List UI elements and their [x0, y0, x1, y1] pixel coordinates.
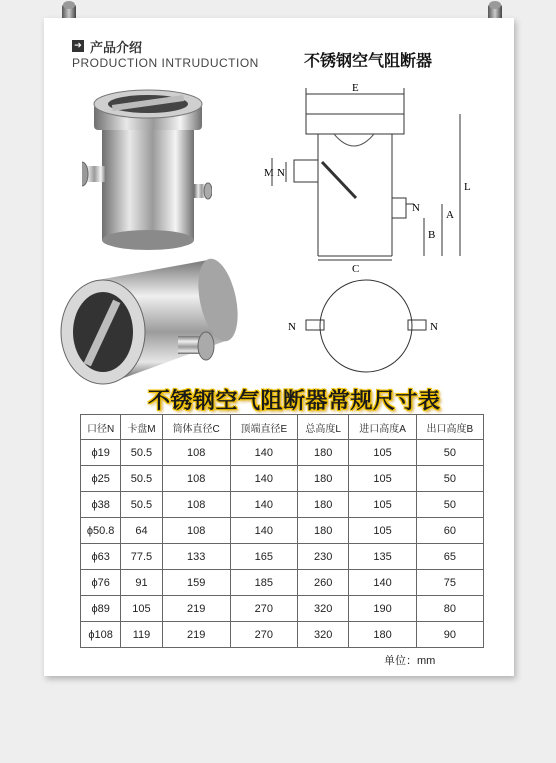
table-cell: 180 [297, 518, 349, 544]
product-poster [44, 18, 514, 676]
table-cell: 190 [349, 596, 416, 622]
table-cell: 108 [162, 466, 230, 492]
table-row [81, 466, 484, 492]
table-cell: 60 [416, 518, 483, 544]
label-a: A [446, 209, 454, 221]
table-cell: 140 [230, 518, 297, 544]
label-n-left: N [288, 321, 296, 333]
table-cell: 77.5 [121, 544, 162, 570]
col-header-total-height: 总高度L [297, 415, 349, 440]
col-header-caliber: 口径N [81, 415, 121, 440]
label-c: C [352, 263, 360, 275]
table-cell: ϕ50.8 [81, 518, 121, 544]
label-m: M [264, 167, 274, 179]
table-cell: 270 [230, 596, 297, 622]
table-cell: 65 [416, 544, 483, 570]
section-title-en: PRODUCTION INTRUDUCTION [72, 56, 259, 70]
product-title: 不锈钢空气阻断器 [304, 51, 433, 70]
label-e: E [352, 82, 359, 94]
table-cell: 140 [230, 466, 297, 492]
label-n-inlet: N [277, 167, 285, 179]
table-cell: 108 [162, 440, 230, 466]
table-cell: 180 [349, 622, 416, 648]
table-cell: 105 [349, 466, 416, 492]
table-row [81, 518, 484, 544]
table-cell: 133 [162, 544, 230, 570]
table-row [81, 622, 484, 648]
table-cell: 50 [416, 466, 483, 492]
table-cell: 119 [121, 622, 162, 648]
table-cell: 320 [297, 596, 349, 622]
table-cell: 140 [230, 440, 297, 466]
table-cell: ϕ19 [81, 440, 121, 466]
table-cell: 230 [297, 544, 349, 570]
table-cell: 320 [297, 622, 349, 648]
table-cell: ϕ108 [81, 622, 121, 648]
unit-label: 单位：mm [384, 655, 436, 667]
table-cell: 50 [416, 440, 483, 466]
table-cell: 105 [349, 440, 416, 466]
table-row [81, 492, 484, 518]
table-cell: 270 [230, 622, 297, 648]
table-cell: 105 [349, 518, 416, 544]
table-cell: 80 [416, 596, 483, 622]
table-header-row [81, 415, 484, 440]
table-cell: 50.5 [121, 440, 162, 466]
col-header-outlet-height: 出口高度B [416, 415, 483, 440]
arrow-right-icon: ➔ [72, 40, 84, 52]
table-cell: 105 [121, 596, 162, 622]
table-cell: 135 [349, 544, 416, 570]
table-cell: 180 [297, 492, 349, 518]
table-cell: 108 [162, 492, 230, 518]
table-cell: ϕ38 [81, 492, 121, 518]
product-photo-lying [58, 250, 238, 400]
table-cell: 91 [121, 570, 162, 596]
dimension-diagram-top [284, 276, 444, 376]
label-b: B [428, 229, 436, 241]
table-cell: 108 [162, 518, 230, 544]
table-cell: 50.5 [121, 492, 162, 518]
table-cell: 219 [162, 596, 230, 622]
table-cell: ϕ76 [81, 570, 121, 596]
table-cell: ϕ25 [81, 466, 121, 492]
table-cell: 219 [162, 622, 230, 648]
table-cell: 50 [416, 492, 483, 518]
table-row [81, 570, 484, 596]
label-l: L [464, 181, 471, 193]
table-cell: 159 [162, 570, 230, 596]
table-cell: 50.5 [121, 466, 162, 492]
table-cell: 180 [297, 440, 349, 466]
label-n-right: N [430, 321, 438, 333]
table-cell: 180 [297, 466, 349, 492]
table-cell: ϕ89 [81, 596, 121, 622]
product-photo-upright [82, 80, 212, 260]
table-cell: 105 [349, 492, 416, 518]
table-cell: 64 [121, 518, 162, 544]
col-header-inlet-height: 进口高度A [349, 415, 416, 440]
label-n-outlet: N [412, 202, 420, 214]
col-header-body-diameter: 筒体直径C [162, 415, 230, 440]
table-cell: 140 [230, 492, 297, 518]
table-row [81, 544, 484, 570]
table-cell: 140 [349, 570, 416, 596]
section-title-cn: 产品介绍 [90, 41, 143, 56]
table-cell: ϕ63 [81, 544, 121, 570]
table-row [81, 596, 484, 622]
table-cell: 165 [230, 544, 297, 570]
dimension-diagram-side [264, 78, 504, 278]
col-header-clamp: 卡盘M [121, 415, 162, 440]
table-title: 不锈钢空气阻断器常规尺寸表 [148, 389, 441, 414]
table-row [81, 440, 484, 466]
table-cell: 75 [416, 570, 483, 596]
table-cell: 260 [297, 570, 349, 596]
table-cell: 185 [230, 570, 297, 596]
col-header-top-diameter: 顶端直径E [230, 415, 297, 440]
dimension-table [80, 414, 484, 648]
table-cell: 90 [416, 622, 483, 648]
